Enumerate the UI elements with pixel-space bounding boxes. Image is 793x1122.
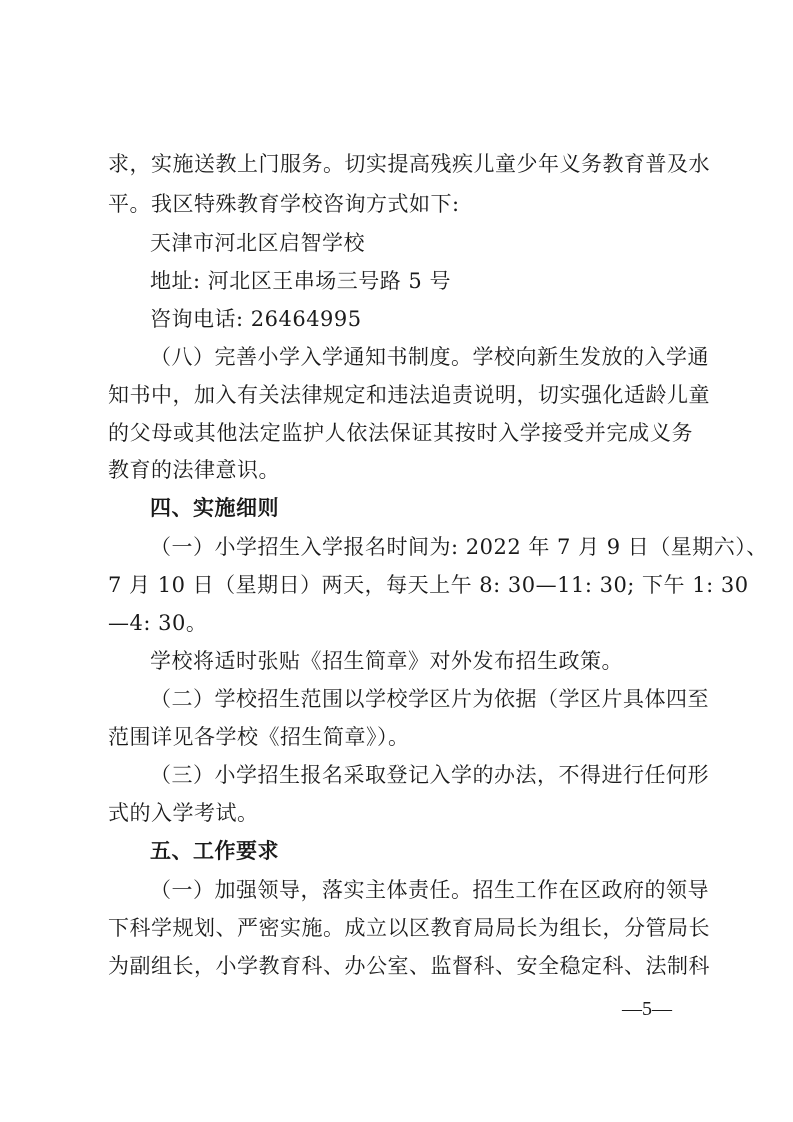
body-text-line: （三）小学招生报名采取登记入学的办法，不得进行任何形	[150, 763, 709, 787]
body-text-line: 求，实施送教上门服务。切实提高残疾儿童少年义务教育普及水	[108, 152, 710, 176]
body-text-line: 学校将适时张贴《招生简章》对外发布招生政策。	[150, 649, 623, 673]
body-text-line: （二）学校招生范围以学校学区片为依据（学区片具体四至	[150, 687, 709, 711]
body-text-line: 知书中，加入有关法律规定和违法追责说明，切实强化适龄儿童	[108, 383, 710, 407]
body-text-line: 的父母或其他法定监护人依法保证其按时入学接受并完成义务	[108, 421, 693, 445]
page-number: —5—	[622, 998, 672, 1020]
school-name: 天津市河北区启智学校	[150, 231, 365, 255]
body-text-line: （八）完善小学入学通知书制度。学校向新生发放的入学通	[150, 345, 709, 369]
school-address: 地址: 河北区王串场三号路 5 号	[150, 269, 451, 293]
body-text-line: 下科学规划、严密实施。成立以区教育局局长为组长，分管局长	[108, 916, 710, 940]
body-text-line: 7 月 10 日（星期日）两天，每天上午 8: 30—11: 30; 下午 1: 30	[108, 573, 749, 597]
section-heading: 五、工作要求	[150, 839, 279, 863]
body-text-line: 平。我区特殊教育学校咨询方式如下:	[108, 192, 460, 216]
body-text-line: 为副组长，小学教育科、办公室、监督科、安全稳定科、法制科	[108, 954, 710, 978]
body-text-line: —4: 30。	[108, 611, 208, 635]
body-text-line: 式的入学考试。	[108, 801, 259, 825]
body-text-line: （一）加强领导，落实主体责任。招生工作在区政府的领导	[150, 878, 709, 902]
body-text-line: 范围详见各学校《招生简章》）。	[108, 725, 410, 749]
body-text-line: （一）小学招生入学报名时间为: 2022 年 7 月 9 日（星期六）、	[150, 535, 768, 559]
body-text-line: 教育的法律意识。	[108, 458, 280, 482]
section-heading: 四、实施细则	[150, 496, 279, 520]
school-phone: 咨询电话: 26464995	[150, 307, 362, 331]
